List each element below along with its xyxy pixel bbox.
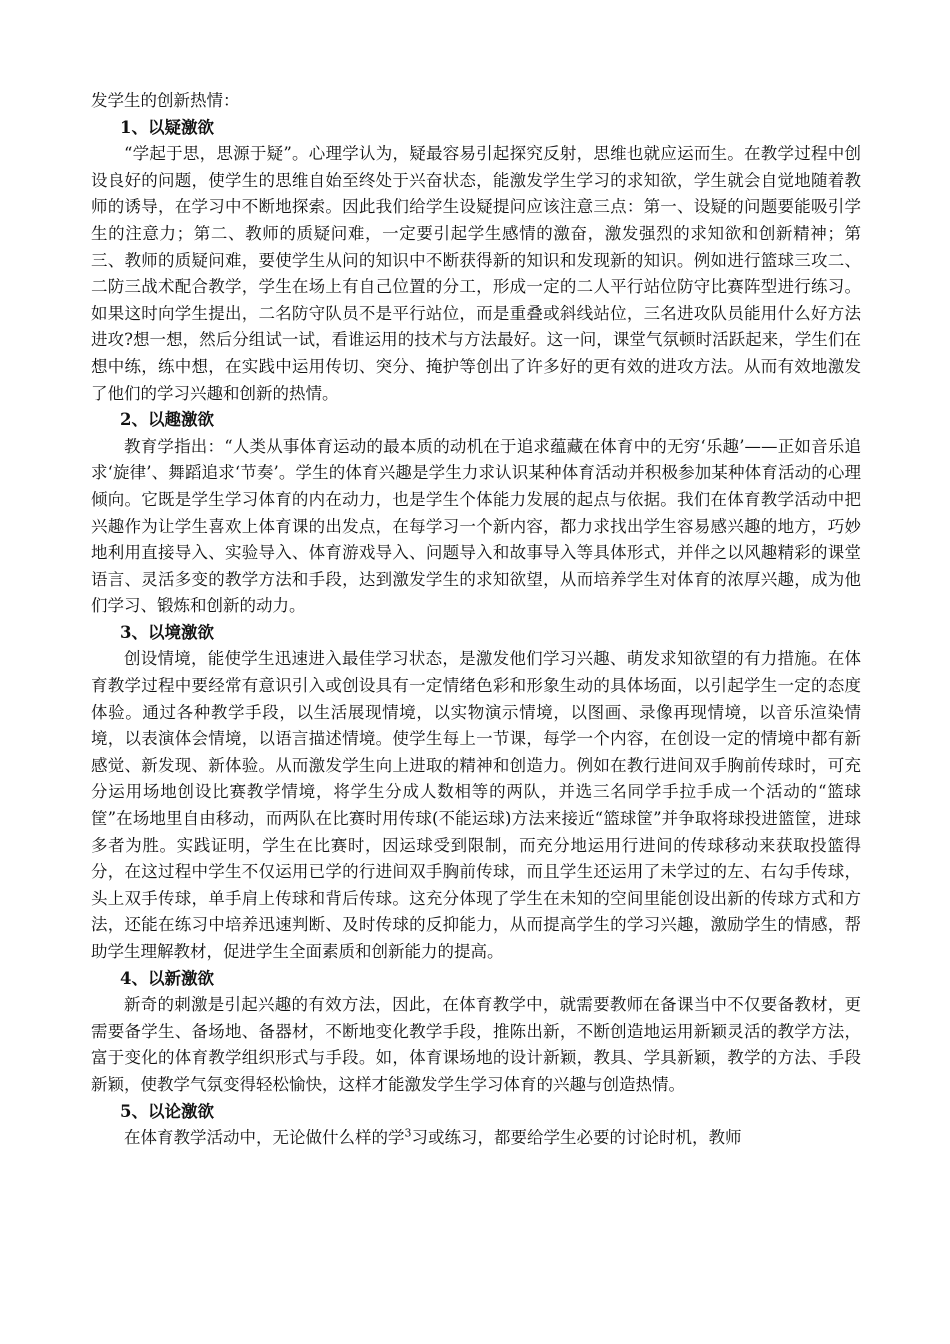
section-body-2: 教育学指出：“人类从事体育运动的最本质的动机在于追求蕴藏在体育中的无穷‘乐趣’——正如音乐追求‘旋律’、舞蹈追求‘节奏’。学生的体育兴趣是学生力求认识某种体育活动并积极参加某种体育活动的心理倾向。它既是学生学习体育的内在动力，也是学生个体能力发展的起点与依据。我们在体育教学活动中把兴趣作为让学生喜欢上体育课的出发点，在每学习一个新内容，都力求找出学生容易感兴趣的地方，巧妙地利用直接导入、实验导入、体育游戏导入、问题导入和故事导入等具体形式，并伴之以风趣精彩的课堂语言、灵活多变的教学方法和手段，达到激发学生的求知欲望，从而培养学生对体育的浓厚兴趣，成为他们学习、锻炼和创新的动力。 [91, 436, 861, 616]
document-page [91, 88, 861, 1152]
page-number-mark: 3 [404, 1126, 412, 1140]
section-heading-2: 2、以趣激欲 [120, 410, 214, 430]
intro-line: 发学生的创新热情： [91, 91, 240, 110]
section-heading-4: 4、以新激欲 [120, 968, 214, 988]
section-heading-1: 1、以疑激欲 [120, 117, 214, 137]
section-heading-5: 5、以论激欲 [120, 1101, 214, 1121]
section-body-1: “学起于思，思源于疑”。心理学认为，疑最容易引起探究反射，思维也就应运而生。在教学过程中创设良好的问题，使学生的思维自始至终处于兴奋状态，能激发学生学习的求知欲，学生就会自觉地随着教师的诱导，在学习中不断地探索。因此我们给学生设疑提问应该注意三点：第一、设疑的问题要能吸引学生的注意力；第二、教师的质疑问难，一定要引起学生感情的激奋，激发强烈的求知欲和创新精神；第三、教师的质疑问难，要使学生从问的知识中不断获得新的知识和发现新的知识。例如进行篮球三攻二、二防三战术配合教学，学生在场上有自己位置的分工，形成一定的二人平行站位防守比赛阵型进行练习。如果这时向学生提出，二名防守队员不是平行站位，而是重叠或斜线站位，三名进攻队员能用什么好方法进攻?想一想，然后分组试一试，看谁运用的技术与方法最好。这一问，课堂气氛顿时活跃起来，学生们在想中练，练中想，在实践中运用传切、突分、掩护等创出了许多好的更有效的进攻方法。从而有效地激发了他们的学习兴趣和创新的热情。 [91, 144, 861, 403]
section-heading-3: 3、以境激欲 [120, 622, 214, 642]
section-body-5-end: 习或练习，都要给学生必要的讨论时机，教师 [411, 1128, 742, 1148]
section-body-5-start: 在体育教学活动中，无论做什么样的学 [124, 1128, 405, 1148]
section-body-5 [91, 1125, 861, 1152]
section-body-4: 新奇的刺激是引起兴趣的有效方法，因此，在体育教学中，就需要教师在备课当中不仅要备教材，更需要备学生、备场地、备器材，不断地变化教学手段，推陈出新，不断创造地运用新颖灵活的教学方法，富于变化的体育教学组织形式与手段。如，体育课场地的设计新颖，教具、学具新颖，教学的方法、手段新颖，使教学气氛变得轻松愉快，这样才能激发学生学习体育的兴趣与创造热情。 [91, 995, 861, 1094]
section-body-3: 创设情境，能使学生迅速进入最佳学习状态，是激发他们学习兴趣、萌发求知欲望的有力措施。在体育教学过程中要经常有意识引入或创设具有一定情绪色彩和形象生动的具体场面，以引起学生一定的态度体验。通过各种教学手段，以生活展现情境，以实物演示情境，以图画、录像再现情境，以音乐渲染情境，以表演体会情境，以语言描述情境。使学生每上一节课，每学一个内容，在创设一定的情境中都有新感觉、新发现、新体验。从而激发学生向上进取的精神和创造力。例如在教行进间双手胸前传球时，可充分运用场地创设比赛教学情境，将学生分成人数相等的两队，并选三名同学手拉手成一个活动的“篮球筐”在场地里自由移动，而两队在比赛时用传球(不能运球)方法来接近“篮球筐”并争取将球投进篮筐，进球多者为胜。实践证明，学生在比赛时，因运球受到限制，而充分地运用行进间的传球移动来获取投篮得分，在这过程中学生不仅运用已学的行进间双手胸前传球，而且学生还运用了未学过的左、右勾手传球，头上双手传球，单手肩上传球和背后传球。这充分体现了学生在未知的空间里能创设出新的传球方式和方法，还能在练习中培养迅速判断、及时传球的反抑能力，从而提高学生的学习兴趣，激励学生的情感，帮助学生理解教材，促进学生全面素质和创新能力的提高。 [91, 649, 861, 961]
